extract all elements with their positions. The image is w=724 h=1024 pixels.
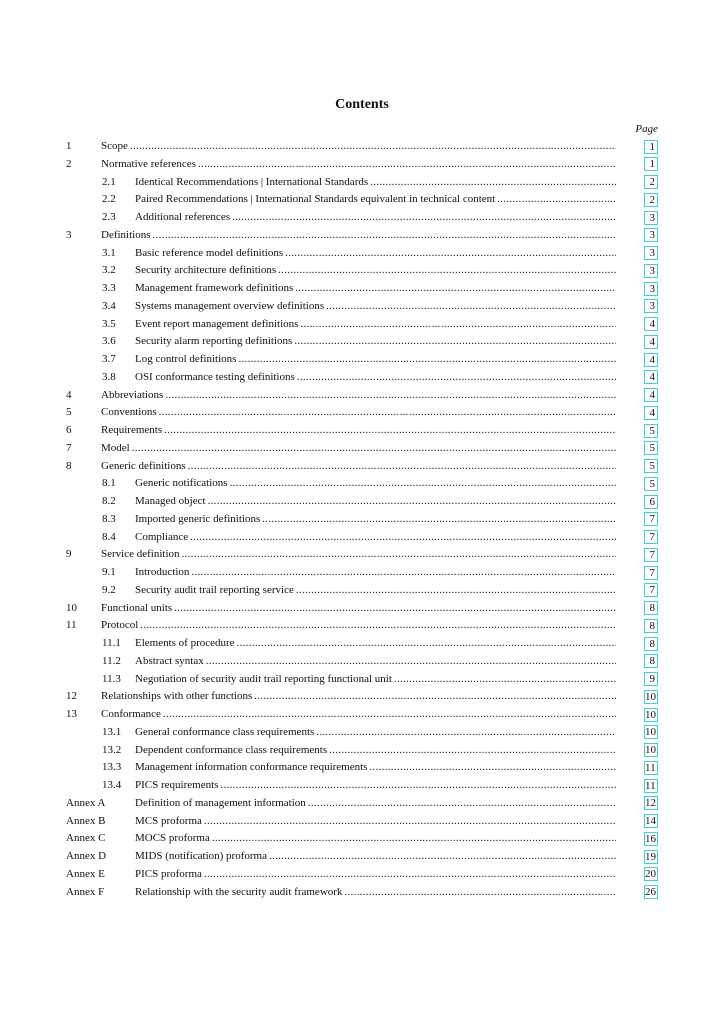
toc-entry-title[interactable]: Protocol xyxy=(101,619,139,632)
leader-dots xyxy=(232,209,616,227)
toc-entry-number: 10 xyxy=(66,601,77,614)
toc-page-link[interactable]: 1 xyxy=(644,157,658,171)
leader-dots xyxy=(212,830,616,848)
leader-dots xyxy=(295,280,616,298)
toc-entry[interactable] xyxy=(0,227,724,245)
leader-dots xyxy=(370,174,616,192)
toc-entry[interactable] xyxy=(0,777,724,795)
leader-dots xyxy=(153,227,617,245)
toc-entry-title[interactable]: OSI conformance testing definitions xyxy=(135,370,295,383)
toc-entry-title[interactable]: Management framework definitions xyxy=(135,282,294,294)
leader-dots xyxy=(254,688,616,706)
toc-entry-title[interactable]: Imported generic definitions xyxy=(135,512,261,525)
leader-dots xyxy=(329,742,616,760)
toc-page-link[interactable]: 2 xyxy=(644,175,658,189)
toc-page-link[interactable]: 7 xyxy=(644,583,658,597)
toc-page-link[interactable]: 7 xyxy=(644,530,658,544)
toc-page-link[interactable]: 10 xyxy=(645,744,656,756)
toc-page-link[interactable]: 11 xyxy=(644,779,658,793)
leader-dots xyxy=(190,529,616,547)
leader-dots xyxy=(269,848,616,866)
toc-page-link[interactable]: 10 xyxy=(645,690,656,703)
toc-page-link[interactable]: 2 xyxy=(644,193,658,207)
toc-entry-number: 6 xyxy=(66,424,72,436)
toc-entry-number: 8.2 xyxy=(102,495,116,507)
leader-dots xyxy=(369,759,616,777)
toc-page-link[interactable]: 10 xyxy=(645,726,656,739)
toc-entry-number: 2.1 xyxy=(102,175,116,188)
toc-entry[interactable] xyxy=(0,209,724,227)
leader-dots xyxy=(278,262,616,280)
toc-page-link[interactable]: 3 xyxy=(644,282,658,296)
toc-page-link[interactable]: 9 xyxy=(644,672,658,686)
toc-entry[interactable] xyxy=(0,813,724,831)
toc-entry-number: 3.2 xyxy=(102,264,116,277)
leader-dots xyxy=(497,191,616,209)
leader-dots xyxy=(316,724,616,742)
toc-entry-number: Annex E xyxy=(66,867,105,880)
toc-entry[interactable] xyxy=(0,191,724,209)
toc-entry-title[interactable]: Security alarm reporting definitions xyxy=(135,335,293,348)
toc-entry[interactable] xyxy=(0,511,724,529)
toc-entry-title[interactable]: Abbreviations xyxy=(101,388,164,401)
toc-page-link[interactable]: 7 xyxy=(644,512,658,526)
toc-entry[interactable] xyxy=(0,742,724,760)
page-column-label: Page xyxy=(635,123,658,135)
toc-page-link[interactable]: 8 xyxy=(644,637,658,651)
toc-page-link[interactable]: 5 xyxy=(644,459,658,473)
toc-entry-number: 3.4 xyxy=(102,299,116,312)
leader-dots xyxy=(182,546,616,564)
toc-entry[interactable] xyxy=(0,724,724,742)
leader-dots xyxy=(174,600,616,618)
toc-entry-number: 11 xyxy=(66,619,77,632)
toc-entry-number: 3 xyxy=(66,228,72,241)
leader-dots xyxy=(204,866,616,884)
toc-entry[interactable] xyxy=(0,475,724,493)
toc-entry-title[interactable]: Service definition xyxy=(101,548,180,561)
toc-entry[interactable] xyxy=(0,458,724,476)
toc-entry-number: 13.3 xyxy=(102,761,122,774)
toc-page-link[interactable]: 5 xyxy=(644,424,658,438)
toc-entry-title[interactable]: Functional units xyxy=(101,601,173,614)
toc-entry[interactable] xyxy=(0,262,724,280)
toc-page-link[interactable]: 3 xyxy=(644,264,658,278)
toc-page-link[interactable]: 10 xyxy=(645,708,656,721)
toc-entry[interactable] xyxy=(0,493,724,511)
toc-page-link[interactable]: 4 xyxy=(644,388,658,402)
toc-entry-number: 8.1 xyxy=(102,477,116,490)
toc-entry-title[interactable]: General conformance class requirements xyxy=(135,725,315,738)
leader-dots xyxy=(296,582,616,600)
toc-page-link[interactable]: 5 xyxy=(644,477,658,491)
toc-entry[interactable] xyxy=(0,795,724,813)
toc-entry[interactable] xyxy=(0,653,724,671)
toc-entry-title[interactable]: MOCS proforma xyxy=(135,832,210,845)
toc-entry-title[interactable]: Requirements xyxy=(101,424,163,436)
toc-entry[interactable] xyxy=(0,688,724,706)
toc-entry-number: 3.8 xyxy=(102,370,116,383)
toc-entry[interactable] xyxy=(0,830,724,848)
toc-entry-title[interactable]: Management information conformance requirements xyxy=(135,761,368,774)
toc-entry-title[interactable]: PICS requirements xyxy=(135,779,219,791)
toc-entry-number: 13.2 xyxy=(102,743,122,756)
toc-entry-title[interactable]: Compliance xyxy=(135,530,189,543)
toc-entry-number: 9.1 xyxy=(102,566,116,578)
toc-entry-number: 2 xyxy=(66,157,72,170)
toc-entry-number: 13.1 xyxy=(102,725,122,738)
toc-page-link[interactable]: 4 xyxy=(644,370,658,384)
toc-entry[interactable] xyxy=(0,298,724,316)
leader-dots xyxy=(294,333,616,351)
toc-page-link[interactable]: 6 xyxy=(644,495,658,509)
toc-entry[interactable] xyxy=(0,404,724,422)
toc-entry-number: 11.3 xyxy=(102,672,121,685)
leader-dots xyxy=(159,404,616,422)
leader-dots xyxy=(191,564,616,582)
toc-entry-number: 5 xyxy=(66,406,72,419)
leader-dots xyxy=(344,884,616,902)
toc-page-link[interactable]: 7 xyxy=(644,566,658,580)
toc-entry[interactable] xyxy=(0,422,724,440)
toc-entry-title[interactable]: Event report management definitions xyxy=(135,317,299,330)
toc-entry-title[interactable]: Systems management overview definitions xyxy=(135,299,325,312)
toc-entry-number: 3.1 xyxy=(102,246,116,259)
toc-entry-number: 11.2 xyxy=(102,654,121,667)
toc-entry-number: 1 xyxy=(66,140,72,152)
toc-entry[interactable] xyxy=(0,245,724,263)
leader-dots xyxy=(285,245,616,263)
toc-entry[interactable] xyxy=(0,156,724,174)
toc-page-link[interactable]: 3 xyxy=(644,211,658,225)
toc-page-link[interactable]: 3 xyxy=(644,246,658,260)
toc-entry-number: 12 xyxy=(66,690,77,703)
toc-page-link[interactable]: 4 xyxy=(644,335,658,349)
toc-entry-title[interactable]: Normative references xyxy=(101,157,196,170)
toc-entry-title[interactable]: Security audit trail reporting service xyxy=(135,583,294,596)
toc-entry-title[interactable]: MCS proforma xyxy=(135,814,202,827)
toc-entry-title[interactable]: Introduction xyxy=(135,566,190,578)
toc-entry-title[interactable]: Definitions xyxy=(101,228,151,241)
leader-dots xyxy=(300,316,616,334)
toc-entry-number: 3.7 xyxy=(102,353,116,365)
toc-page-link[interactable]: 4 xyxy=(644,353,658,367)
toc-entry-number: 9 xyxy=(66,548,72,561)
toc-entry[interactable] xyxy=(0,635,724,653)
leader-dots xyxy=(130,138,616,156)
toc-page-link[interactable]: 12 xyxy=(645,797,656,810)
toc-entry-title[interactable]: Conventions xyxy=(101,406,157,419)
toc-entry-title[interactable]: Log control definitions xyxy=(135,353,237,365)
toc-page-link[interactable]: 26 xyxy=(645,886,656,898)
toc-page-link[interactable]: 8 xyxy=(644,601,658,615)
toc-entry[interactable] xyxy=(0,848,724,866)
toc-entry[interactable] xyxy=(0,582,724,600)
toc-page-link[interactable]: 14 xyxy=(645,815,656,827)
toc-entry-number: Annex C xyxy=(66,832,106,845)
toc-entry[interactable] xyxy=(0,617,724,635)
toc-page-link[interactable]: 3 xyxy=(644,299,658,313)
toc-page-link[interactable]: 7 xyxy=(644,548,658,562)
toc-page-link[interactable]: 19 xyxy=(645,850,656,863)
leader-dots xyxy=(132,440,616,458)
leader-dots xyxy=(164,422,616,440)
leader-dots xyxy=(206,653,616,671)
toc-entry-title[interactable]: Basic reference model definitions xyxy=(135,246,284,259)
leader-dots xyxy=(188,458,616,476)
toc-entry-number: 13.4 xyxy=(102,779,122,791)
toc-page-link[interactable]: 3 xyxy=(644,228,658,242)
toc-entry-number: Annex F xyxy=(66,885,105,898)
toc-entry[interactable] xyxy=(0,866,724,884)
toc-entry[interactable] xyxy=(0,316,724,334)
toc-entry[interactable] xyxy=(0,440,724,458)
toc-entry-number: 3.5 xyxy=(102,317,116,330)
toc-entry-number: 9.2 xyxy=(102,583,116,596)
toc-entry[interactable] xyxy=(0,546,724,564)
toc-entry-number: 2.2 xyxy=(102,193,116,206)
toc-entry-number: 11.1 xyxy=(102,637,121,649)
toc-entry-title[interactable]: Elements of procedure xyxy=(135,637,235,649)
toc-page-link[interactable]: 4 xyxy=(644,317,658,331)
toc-entry-title[interactable]: Managed object xyxy=(135,495,206,507)
toc-entry[interactable] xyxy=(0,280,724,298)
toc-entry-title[interactable]: Model xyxy=(101,441,130,454)
toc-entry-title[interactable]: Security architecture definitions xyxy=(135,264,277,277)
toc-entry[interactable] xyxy=(0,671,724,689)
toc-entry-title[interactable]: Relationships with other functions xyxy=(101,690,253,703)
toc-entry-title[interactable]: Negotiation of security audit trail reporting functional unit xyxy=(135,672,392,685)
toc-entry-number: Annex A xyxy=(66,796,106,809)
toc-entry[interactable] xyxy=(0,564,724,582)
toc-entry-number: Annex B xyxy=(66,814,106,827)
toc-page-link[interactable]: 16 xyxy=(645,832,656,845)
toc-entry-title[interactable]: Paired Recommendations | International Standards equivalent in technical content xyxy=(135,193,496,206)
leader-dots xyxy=(220,777,616,795)
toc-entry-title[interactable]: Generic notifications xyxy=(135,477,228,490)
toc-entry[interactable] xyxy=(0,138,724,156)
toc-entry-title[interactable]: Conformance xyxy=(101,708,161,720)
toc-page-link[interactable]: 8 xyxy=(644,619,658,633)
leader-dots xyxy=(394,671,616,689)
toc-page-link[interactable]: 4 xyxy=(644,406,658,420)
toc-entry-title[interactable]: Scope xyxy=(101,140,128,152)
toc-entry-number: 8.4 xyxy=(102,530,116,543)
leader-dots xyxy=(238,351,616,369)
toc-entry-number: 2.3 xyxy=(102,211,116,223)
toc-entry-number: 4 xyxy=(66,388,72,401)
toc-entry-number: 7 xyxy=(66,441,72,454)
leader-dots xyxy=(204,813,616,831)
toc-entry-number: Annex D xyxy=(66,850,107,862)
toc-entry-number: 8 xyxy=(66,459,72,472)
leader-dots xyxy=(326,298,616,316)
toc-entry[interactable] xyxy=(0,759,724,777)
toc-entry[interactable] xyxy=(0,706,724,724)
toc-entry[interactable] xyxy=(0,174,724,192)
toc-entry-number: 13 xyxy=(66,708,77,720)
toc-entry-title[interactable]: MIDS (notification) proforma xyxy=(135,850,267,862)
leader-dots xyxy=(262,511,616,529)
toc-entry[interactable] xyxy=(0,529,724,547)
leader-dots xyxy=(208,493,616,511)
leader-dots xyxy=(237,635,616,653)
toc-page-link[interactable]: 5 xyxy=(644,441,658,455)
toc-page-link[interactable]: 11 xyxy=(644,761,658,775)
toc-entry-title[interactable]: Abstract syntax xyxy=(135,654,204,667)
toc-entry-title[interactable]: Generic definitions xyxy=(101,459,186,472)
toc-entry-title[interactable]: Dependent conformance class requirements xyxy=(135,743,328,756)
toc-entry[interactable] xyxy=(0,369,724,387)
toc-page-link[interactable]: 8 xyxy=(644,654,658,668)
toc-page-link[interactable]: 1 xyxy=(644,140,658,154)
toc-entry[interactable] xyxy=(0,600,724,618)
leader-dots xyxy=(140,617,616,635)
toc-entry[interactable] xyxy=(0,387,724,405)
toc-entry-title[interactable]: Relationship with the security audit framework xyxy=(135,885,343,898)
leader-dots xyxy=(198,156,616,174)
toc-entry-number: 3.6 xyxy=(102,335,116,348)
toc-entry-number: 8.3 xyxy=(102,512,116,525)
leader-dots xyxy=(297,369,616,387)
leader-dots xyxy=(163,706,616,724)
page-title: Contents xyxy=(335,97,389,112)
leader-dots xyxy=(308,795,616,813)
toc-entry[interactable] xyxy=(0,351,724,369)
toc-entry[interactable] xyxy=(0,333,724,351)
toc-entry-title[interactable]: Additional references xyxy=(135,211,230,223)
toc-entry-title[interactable]: PICS proforma xyxy=(135,867,202,880)
toc-entry-title[interactable]: Definition of management information xyxy=(135,796,306,809)
toc-entry[interactable] xyxy=(0,884,724,902)
leader-dots xyxy=(165,387,616,405)
toc-entry-title[interactable]: Identical Recommendations | International Standards xyxy=(135,175,369,188)
toc-entry-number: 3.3 xyxy=(102,282,116,294)
leader-dots xyxy=(230,475,616,493)
toc-page-link[interactable]: 20 xyxy=(645,868,656,881)
